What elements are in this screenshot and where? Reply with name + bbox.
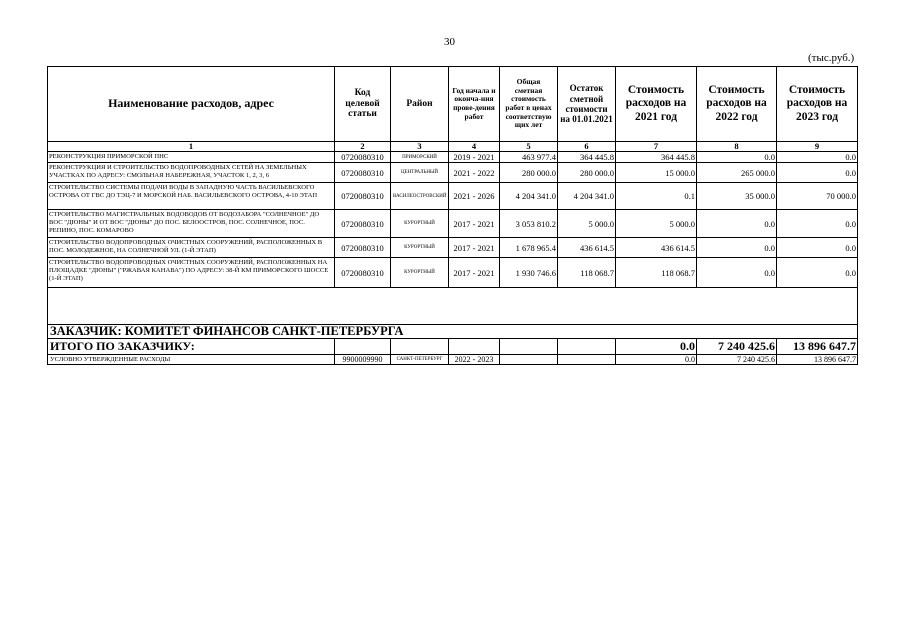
total-cost-2022: 7 240 425.6: [697, 339, 777, 355]
row-total-cost: 1 678 965.4: [500, 238, 558, 258]
row-district: КУРОРТНЫЙ: [391, 238, 449, 258]
row-name: РЕКОНСТРУКЦИЯ ПРИМОРСКОЙ ПНС: [48, 152, 335, 163]
header-district: Район: [391, 67, 449, 142]
row-cost-2023: 0.0: [777, 258, 858, 288]
row-cost-2023: 0.0: [777, 163, 858, 183]
row-code: 0720080310: [335, 163, 391, 183]
header-cost-2021: Стоимость расходов на 2021 год: [616, 67, 697, 142]
row-name: СТРОИТЕЛЬСТВО МАГИСТРАЛЬНЫХ ВОДОВОДОВ ОТ ВОДОЗАБОРА "СОЛНЕЧНОЕ" ДО ВОС "ДЮНЫ" И ОТ ВОС "ДЮНЫ" ДО ПОС. БЕЛООСТРОВ, ПОС. СОЛНЕЧНОЕ, ПОС. РЕПИНО, ПОС. КОМАРОВО: [48, 210, 335, 238]
spacer-row: [48, 288, 858, 325]
table-row: [48, 183, 858, 210]
header-cost-2022: Стоимость расходов на 2022 год: [697, 67, 777, 142]
row-cost-2022: 35 000.0: [697, 183, 777, 210]
page-number: 30: [444, 36, 455, 48]
row-total-cost: 3 053 810.2: [500, 210, 558, 238]
row-name: СТРОИТЕЛЬСТВО ВОДОПРОВОДНЫХ ОЧИСТНЫХ СООРУЖЕНИЙ, РАСПОЛОЖЕННЫХ НА ПЛОЩАДКЕ "ДЮНЫ" ("РЖАВАЯ КАНАВА") ПО АДРЕСУ: 38-Й КМ ПРИМОРСКОГО ШОССЕ (1-Й ЭТАП): [48, 258, 335, 288]
header-row: [48, 67, 858, 142]
row-cost-2021: 364 445.8: [616, 152, 697, 163]
column-number: 2: [335, 142, 391, 152]
row-total-cost: 463 977.4: [500, 152, 558, 163]
header-code: Код целевой статьи: [335, 67, 391, 142]
conditional-cost-2021: 0.0: [616, 355, 697, 365]
row-district: ПРИМОРСКИЙ: [391, 152, 449, 163]
row-cost-2022: 0.0: [697, 152, 777, 163]
row-remainder: 118 068.7: [558, 258, 616, 288]
row-district: ВАСИЛЕОСТРОВСКИЙ: [391, 183, 449, 210]
conditional-row: [48, 355, 858, 365]
row-cost-2021: 5 000.0: [616, 210, 697, 238]
row-district: КУРОРТНЫЙ: [391, 258, 449, 288]
row-district: ЦЕНТРАЛЬНЫЙ: [391, 163, 449, 183]
total-cost-2021: 0.0: [616, 339, 697, 355]
row-cost-2023: 0.0: [777, 238, 858, 258]
conditional-cost-2023: 13 896 647.7: [777, 355, 858, 365]
row-remainder: 4 204 341.0: [558, 183, 616, 210]
row-total-cost: 1 930 746.6: [500, 258, 558, 288]
total-cost-2023: 13 896 647.7: [777, 339, 858, 355]
conditional-name: УСЛОВНО УТВЕРЖДЕННЫЕ РАСХОДЫ: [48, 355, 335, 365]
header-years: Год начала и оконча-ния прове-дения работ: [449, 67, 500, 142]
row-name: СТРОИТЕЛЬСТВО ВОДОПРОВОДНЫХ ОЧИСТНЫХ СООРУЖЕНИЙ, РАСПОЛОЖЕННЫХ В ПОС. МОЛОДЕЖНОЕ, НА СОЛНЕЧНОЙ УЛ. (1-Й ЭТАП): [48, 238, 335, 258]
row-name: СТРОИТЕЛЬСТВО СИСТЕМЫ ПОДАЧИ ВОДЫ В ЗАПАДНУЮ ЧАСТЬ ВАСИЛЬЕВСКОГО ОСТРОВА ОТ ГВС ДО ТЭЦ-7 И МОРСКОЙ НАБ. ВАСИЛЬЕВСКОГО ОСТРОВА, 4-10 ЭТАП: [48, 183, 335, 210]
customer-title: ЗАКАЗЧИК: КОМИТЕТ ФИНАНСОВ САНКТ-ПЕТЕРБУРГА: [48, 325, 858, 339]
row-years: 2017 - 2021: [449, 210, 500, 238]
column-number: 4: [449, 142, 500, 152]
row-cost-2022: 0.0: [697, 238, 777, 258]
column-number: 6: [558, 142, 616, 152]
header-remainder: Остаток сметной стоимости на 01.01.2021: [558, 67, 616, 142]
row-years: 2017 - 2021: [449, 238, 500, 258]
row-code: 0720080310: [335, 210, 391, 238]
column-number: 8: [697, 142, 777, 152]
row-remainder: 364 445.8: [558, 152, 616, 163]
column-number-row: [48, 142, 858, 152]
column-number: 5: [500, 142, 558, 152]
row-district: КУРОРТНЫЙ: [391, 210, 449, 238]
row-remainder: 280 000.0: [558, 163, 616, 183]
row-cost-2021: 436 614.5: [616, 238, 697, 258]
conditional-years: 2022 - 2023: [449, 355, 500, 365]
row-cost-2023: 0.0: [777, 152, 858, 163]
header-name: Наименование расходов, адрес: [48, 67, 335, 142]
row-remainder: 5 000.0: [558, 210, 616, 238]
total-row: [48, 339, 858, 355]
row-cost-2021: 118 068.7: [616, 258, 697, 288]
table-row: [48, 152, 858, 163]
total-label: ИТОГО ПО ЗАКАЗЧИКУ:: [48, 339, 335, 355]
row-cost-2021: 0.1: [616, 183, 697, 210]
column-number: 9: [777, 142, 858, 152]
units-note: (тыс.руб.): [808, 52, 855, 64]
header-total-cost: Общая сметная стоимость работ в ценах соответствую щих лет: [500, 67, 558, 142]
row-code: 0720080310: [335, 258, 391, 288]
table-row: [48, 238, 858, 258]
row-name: РЕКОНСТРУКЦИЯ И СТРОИТЕЛЬСТВО ВОДОПРОВОДНЫХ СЕТЕЙ НА ЗЕМЕЛЬНЫХ УЧАСТКАХ ПО АДРЕСУ: СМОЛЬНАЯ НАБЕРЕЖНАЯ, УЧАСТОК 1, 2, 3, 6: [48, 163, 335, 183]
row-total-cost: 280 000.0: [500, 163, 558, 183]
column-number: 1: [48, 142, 335, 152]
row-cost-2022: 0.0: [697, 210, 777, 238]
row-cost-2022: 0.0: [697, 258, 777, 288]
header-cost-2023: Стоимость расходов на 2023 год: [777, 67, 858, 142]
row-code: 0720080310: [335, 183, 391, 210]
customer-row: [48, 325, 858, 339]
table-row: [48, 258, 858, 288]
row-years: 2021 - 2022: [449, 163, 500, 183]
row-years: 2017 - 2021: [449, 258, 500, 288]
column-number: 7: [616, 142, 697, 152]
row-remainder: 436 614.5: [558, 238, 616, 258]
row-years: 2019 - 2021: [449, 152, 500, 163]
table-row: [48, 210, 858, 238]
row-years: 2021 - 2026: [449, 183, 500, 210]
row-cost-2022: 265 000.0: [697, 163, 777, 183]
table-row: [48, 163, 858, 183]
row-cost-2023: 0.0: [777, 210, 858, 238]
column-number: 3: [391, 142, 449, 152]
row-total-cost: 4 204 341.0: [500, 183, 558, 210]
conditional-cost-2022: 7 240 425.6: [697, 355, 777, 365]
conditional-code: 9900009990: [335, 355, 391, 365]
row-cost-2021: 15 000.0: [616, 163, 697, 183]
row-code: 0720080310: [335, 152, 391, 163]
conditional-district: САНКТ-ПЕТЕРБУРГ: [391, 355, 449, 365]
budget-table: [47, 66, 858, 365]
row-cost-2023: 70 000.0: [777, 183, 858, 210]
row-code: 0720080310: [335, 238, 391, 258]
